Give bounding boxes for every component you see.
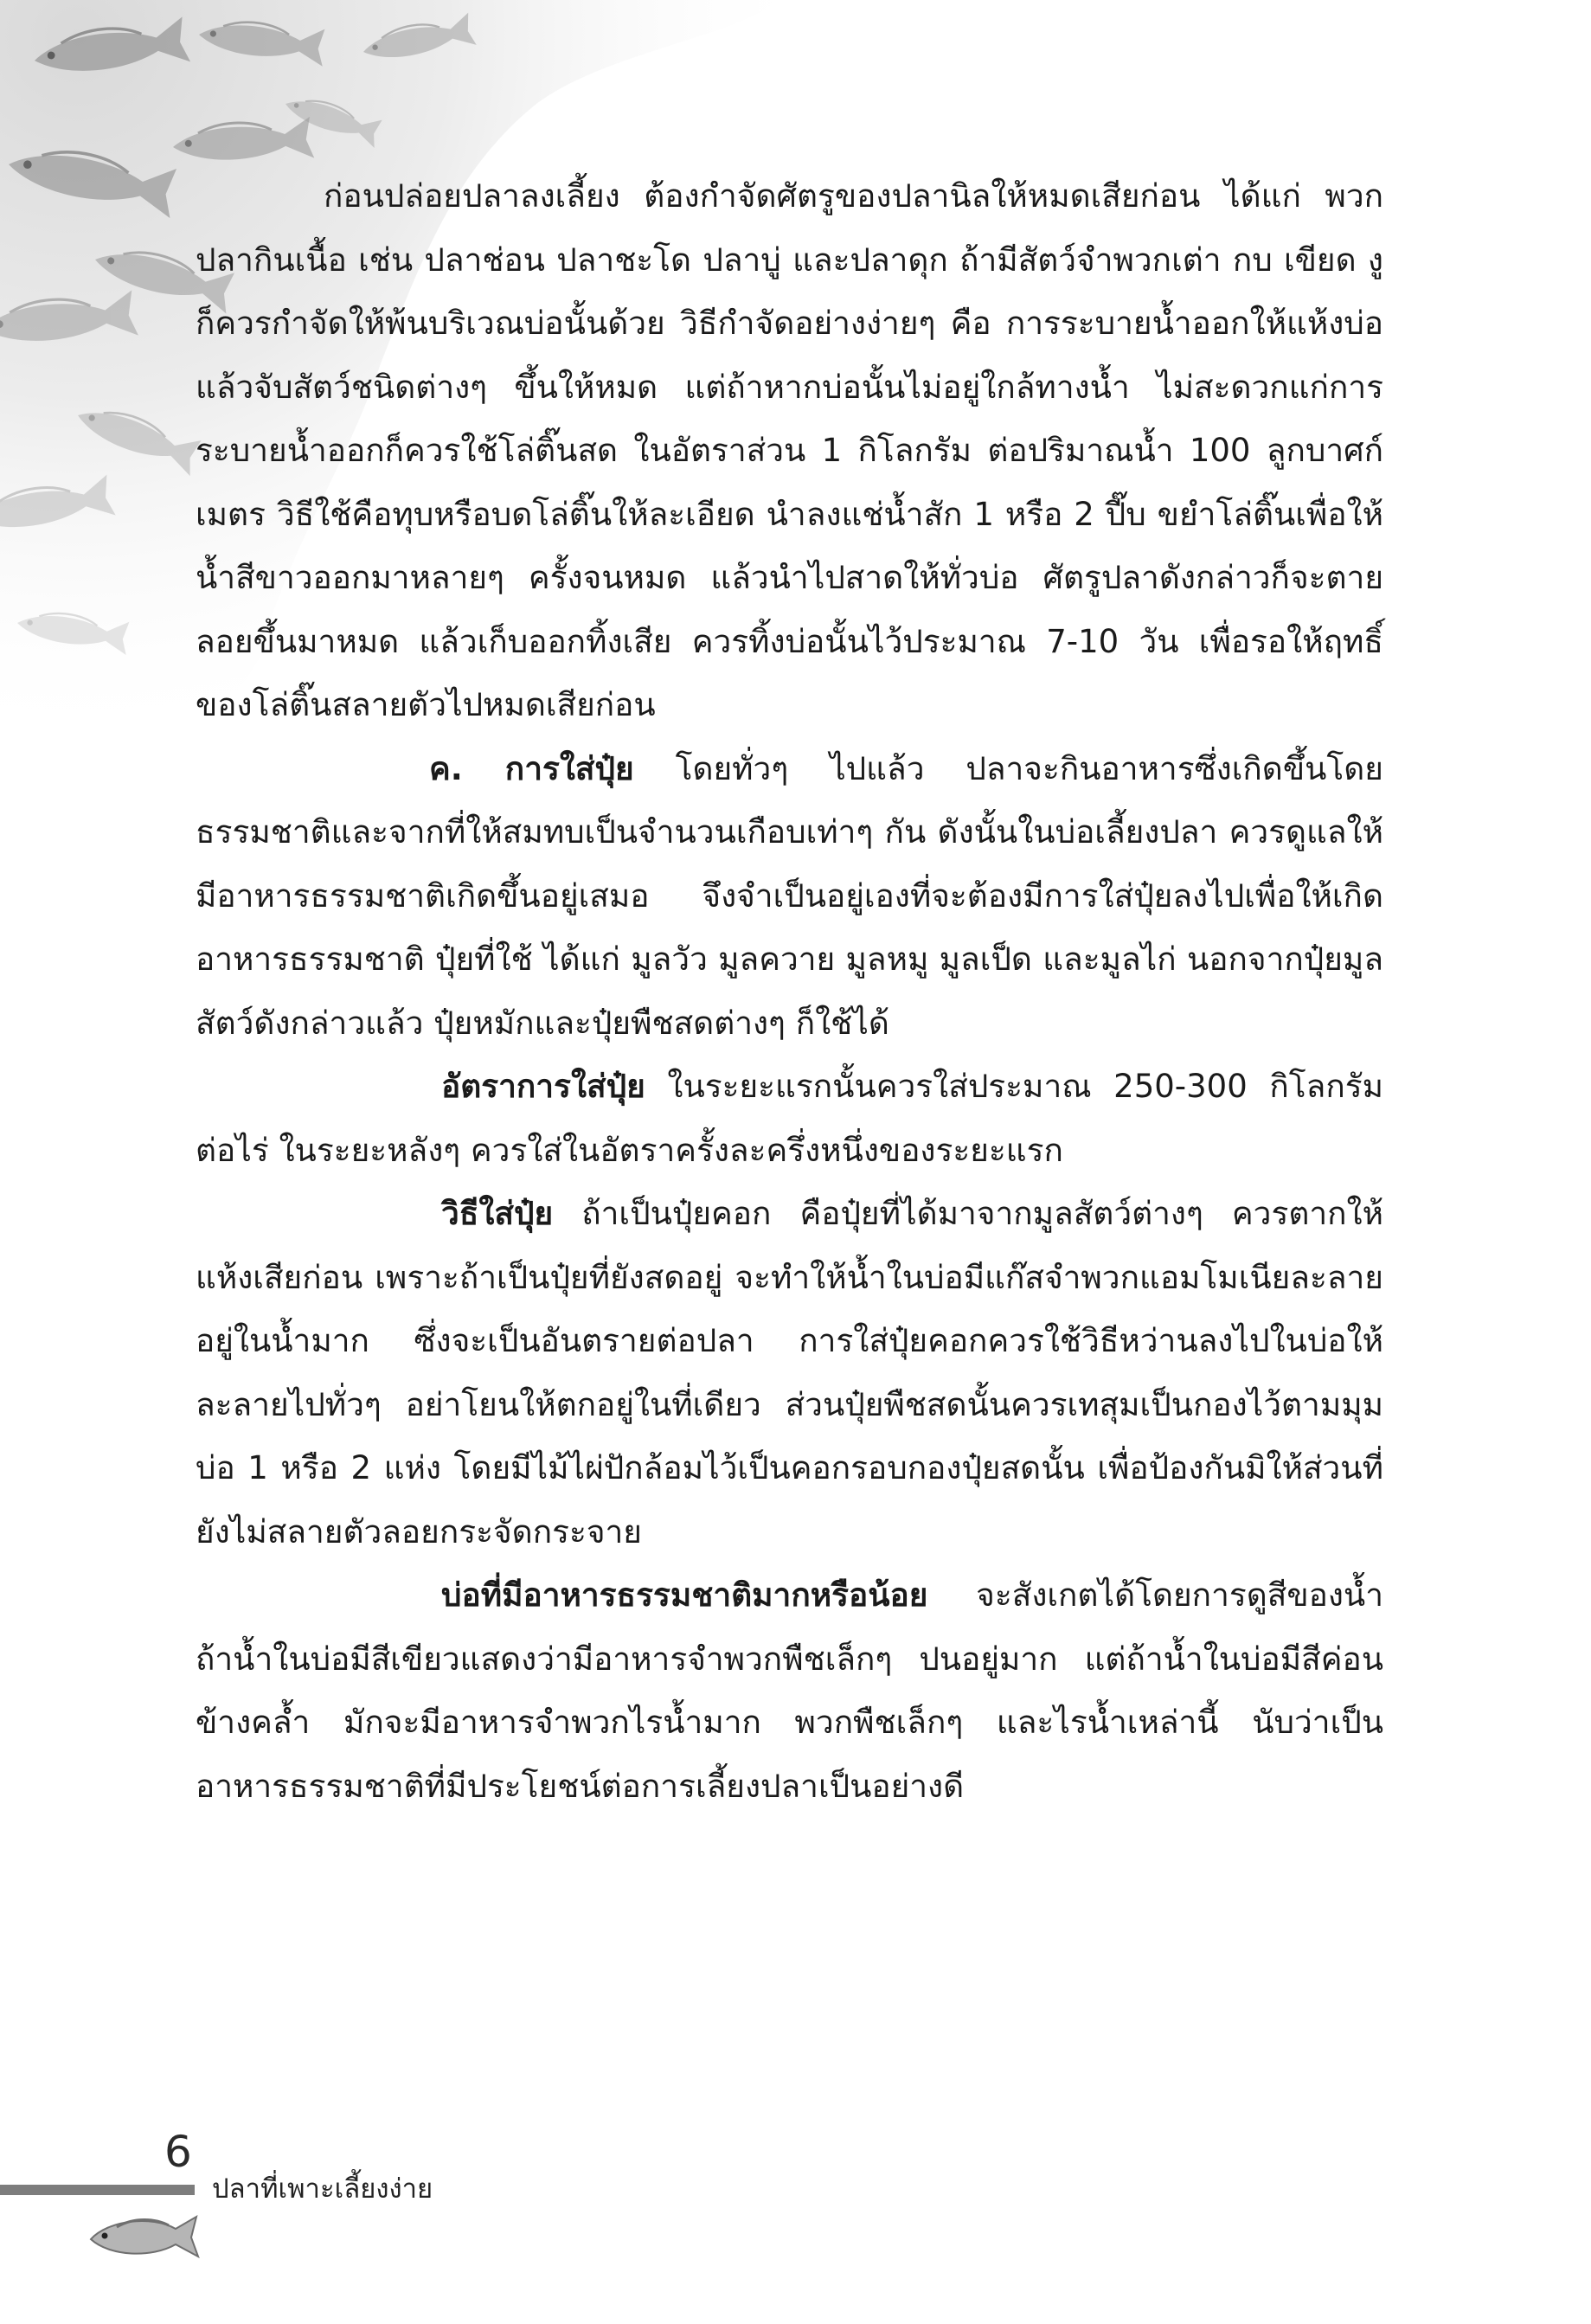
book-title: ปลาที่เพาะเลี้ยงง่าย <box>212 2173 433 2205</box>
paragraph-text: ก่อนปล่อยปลาลงเลี้ยง ต้องกำจัดศัตรูของปลานิลให้หมดเสียก่อน ได้แก่ พวกปลากินเนื้อ เช่น ปลาช่อน ปลาชะโด ปลาบู่ และปลาดุก ถ้ามีสัตว์จำพวกเต่า กบ เขียด งู ก็ควรกำจัดให้พ้นบริเวณบ่อนั้นด้วย วิธีกำจัดอย่างง่ายๆ คือ การระบายน้ำออกให้แห้งบ่อ แล้วจับสัตว์ชนิดต่างๆ ขึ้นให้หมด แต่ถ้าหากบ่อนั้นไม่อยู่ใกล้ทางน้ำ ไม่สะดวกแก่การระบายน้ำออกก็ควรใช้โล่ติ๊นสด ในอัตราส่วน 1 กิโลกรัม ต่อปริมาณน้ำ 100 ลูกบาศก์เมตร วิธีใช้คือทุบหรือบดโล่ติ๊นให้ละเอียด นำลงแช่น้ำสัก 1 หรือ 2 ปี๊บ ขยำโล่ติ๊นเพื่อให้น้ำสีขาวออกมาหลายๆ ครั้งจนหมด แล้วนำไปสาดให้ทั่วบ่อ ศัตรูปลาดังกล่าวก็จะตายลอยขึ้นมาหมด แล้วเก็บออกทิ้งเสีย ควรทิ้งบ่อนั้นไว้ประมาณ 7-10 วัน เพื่อรอให้ฤทธิ์ของโล่ติ๊นสลายตัวไปหมดเสียก่อน <box>196 177 1383 723</box>
paragraph-text: ในระยะแรกนั้นควรใส่ประมาณ 250-300 กิโลกรัม ต่อไร่ ในระยะหลังๆ ควรใส่ในอัตราครั้งละครึ่งหนึ่งของระยะแรก <box>196 1068 1383 1169</box>
paragraph-text: จะสังเกตได้โดยการดูสีของน้ำ ถ้าน้ำในบ่อมีสีเขียวแสดงว่ามีอาหารจำพวกพืชเล็กๆ ปนอยู่มาก แต่ถ้าน้ำในบ่อมีสีค่อนข้างคล้ำ มักจะมีอาหารจำพวกไรน้ำมาก พวกพืชเล็กๆ และไรน้ำเหล่านี้ นับว่าเป็นอาหารธรรมชาติที่มีประโยชน์ต่อการเลี้ยงปลาเป็นอย่างดี <box>196 1576 1383 1805</box>
paragraph <box>196 1182 1383 1563</box>
paragraph-text: โดยทั่วๆ ไปแล้ว ปลาจะกินอาหารซึ่งเกิดขึ้นโดยธรรมชาติและจากที่ให้สมทบเป็นจำนวนเกือบเท่าๆ กัน ดังนั้นในบ่อเลี้ยงปลา ควรดูแลให้มีอาหารธรรมชาติเกิดขึ้นอยู่เสมอ จึงจำเป็นอยู่เองที่จะต้องมีการใส่ปุ๋ยลงไปเพื่อให้เกิดอาหารธรรมชาติ ปุ๋ยที่ใช้ ได้แก่ มูลวัว มูลควาย มูลหมู มูลเป็ด และมูลไก่ นอกจากปุ๋ยมูลสัตว์ดังกล่าวแล้ว ปุ๋ยหมักและปุ๋ยพืชสดต่างๆ ก็ใช้ได้ <box>196 749 1383 1042</box>
page-number: 6 <box>164 2127 192 2177</box>
paragraph <box>196 164 1383 737</box>
paragraph-lead: วิธีใส่ปุ๋ย <box>441 1195 554 1232</box>
fish-icon <box>82 2205 203 2265</box>
paragraph <box>196 1055 1383 1182</box>
paragraph-text: ถ้าเป็นปุ๋ยคอก คือปุ๋ยที่ได้มาจากมูลสัตว์ต่างๆ ควรตากให้แห้งเสียก่อน เพราะถ้าเป็นปุ๋ยที่ยังสดอยู่ จะทำให้น้ำในบ่อมีแก๊สจำพวกแอมโมเนียละลายอยู่ในน้ำมาก ซึ่งจะเป็นอันตรายต่อปลา การใส่ปุ๋ยคอกควรใช้วิธีหว่านลงไปในบ่อให้ละลายไปทั่วๆ อย่าโยนให้ตกอยู่ในที่เดียว ส่วนปุ๋ยพืชสดนั้นควรเทสุมเป็นกองไว้ตามมุมบ่อ 1 หรือ 2 แห่ง โดยมีไม้ไผ่ปักล้อมไว้เป็นคอกรอบกองปุ๋ยสดนั้น เพื่อป้องกันมิให้ส่วนที่ยังไม่สลายตัวลอยกระจัดกระจาย <box>196 1195 1383 1550</box>
paragraph <box>196 737 1383 1056</box>
article-body <box>196 164 1383 1818</box>
paragraph-lead: บ่อที่มีอาหารธรรมชาติมากหรือน้อย <box>441 1576 928 1614</box>
footer-divider <box>0 2185 195 2195</box>
paragraph-lead: อัตราการใส่ปุ๋ย <box>441 1068 645 1105</box>
paragraph <box>196 1563 1383 1818</box>
paragraph-lead: ค. การใส่ปุ๋ย <box>429 749 634 787</box>
